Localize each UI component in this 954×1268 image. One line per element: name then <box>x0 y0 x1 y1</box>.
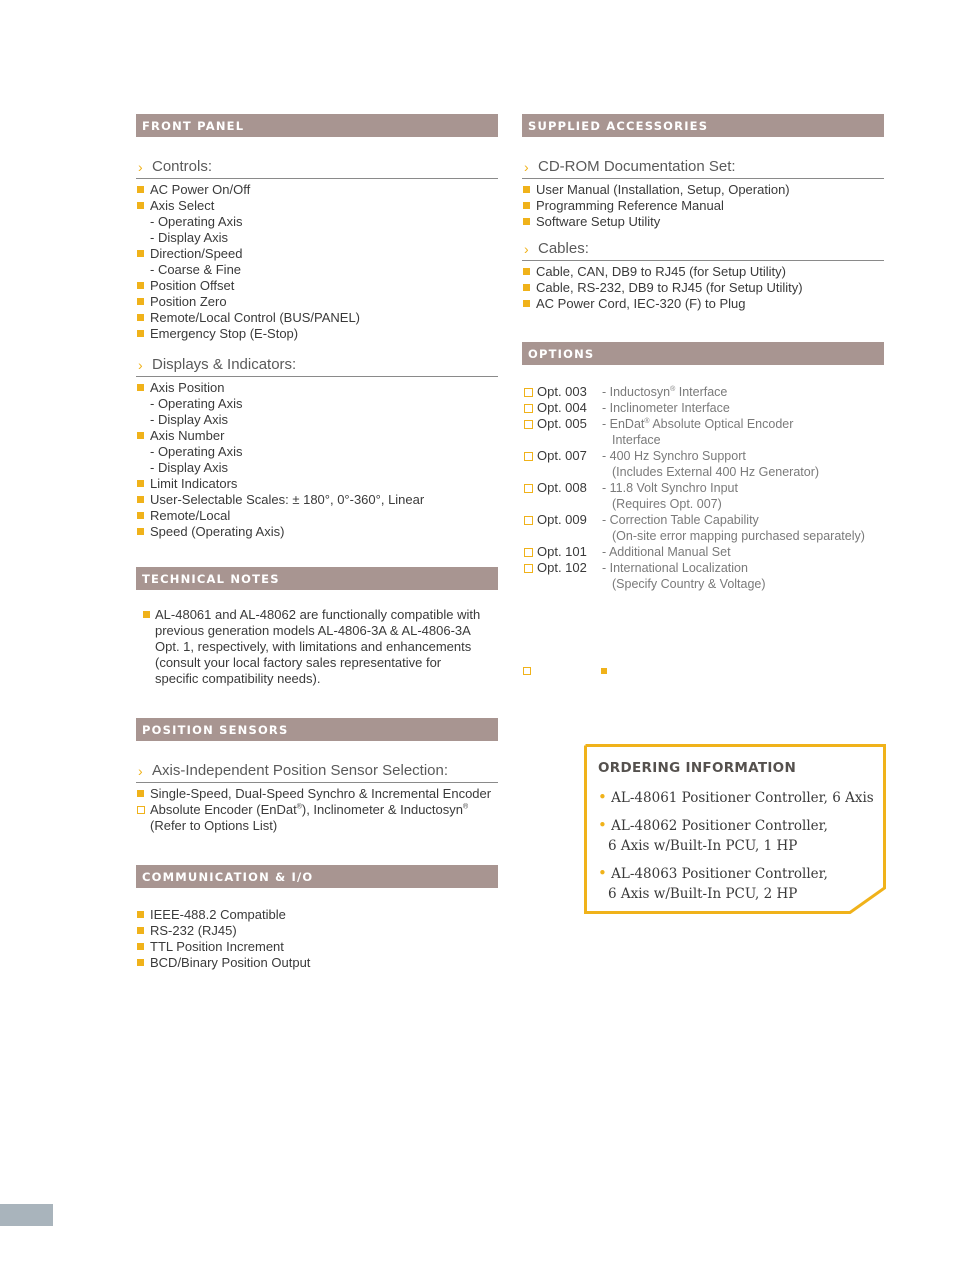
list-item: Axis Position <box>136 380 498 396</box>
chevron-right-icon: › <box>138 357 143 373</box>
list-item: User Manual (Installation, Setup, Operation) <box>522 182 884 198</box>
square-bullet-icon <box>523 186 530 193</box>
option-code: Opt. 005 <box>537 416 587 431</box>
option-row <box>522 400 884 416</box>
list-item: BCD/Binary Position Output <box>136 955 498 971</box>
option-code: Opt. 003 <box>537 384 587 399</box>
list-item: TTL Position Increment <box>136 939 498 955</box>
option-code: Opt. 007 <box>537 448 587 463</box>
open-square-bullet-icon <box>523 667 531 675</box>
square-bullet-icon <box>137 186 144 193</box>
list-item: Cable, RS-232, DB9 to RJ45 (for Setup Utility) <box>522 280 884 296</box>
ordering-item: • AL-48061 Positioner Controller, 6 Axis <box>598 788 874 806</box>
sensor-list <box>136 786 498 834</box>
list-item: Position Zero <box>136 294 498 310</box>
option-code: Opt. 008 <box>537 480 587 495</box>
cables-heading: › Cables: <box>522 240 884 261</box>
chevron-right-icon: › <box>138 159 143 175</box>
ordering-information-box <box>584 744 886 914</box>
option-description-continued: Interface <box>612 433 661 447</box>
option-description: - 11.8 Volt Synchro Input <box>602 481 738 495</box>
square-bullet-icon <box>523 300 530 307</box>
cables-list <box>522 264 884 312</box>
list-item: Cable, CAN, DB9 to RJ45 (for Setup Utility) <box>522 264 884 280</box>
controls-heading: › Controls: <box>136 158 498 179</box>
right-column <box>522 114 884 592</box>
chevron-right-icon: › <box>524 159 529 175</box>
option-description: - Inductosyn® Interface <box>602 385 728 399</box>
cdrom-heading: › CD-ROM Documentation Set: <box>522 158 884 179</box>
option-description: - International Localization <box>602 561 748 575</box>
communication-list <box>136 907 498 971</box>
list-item: Remote/Local Control (BUS/PANEL) <box>136 310 498 326</box>
list-item: Axis Select <box>136 198 498 214</box>
list-item: - Display Axis <box>150 230 229 245</box>
dot-bullet-icon: • <box>598 864 607 882</box>
open-square-bullet-icon <box>524 452 533 461</box>
square-bullet-icon <box>523 202 530 209</box>
list-item: Absolute Encoder (EnDat®), Inclinometer & Inductosyn® <box>136 802 498 818</box>
option-description-continued: (On-site error mapping purchased separately) <box>612 529 865 543</box>
dot-bullet-icon: • <box>598 788 607 806</box>
page-tab <box>0 1204 53 1226</box>
option-code: Opt. 101 <box>537 544 587 559</box>
list-item: IEEE-488.2 Compatible <box>136 907 498 923</box>
chevron-right-icon: › <box>524 241 529 257</box>
list-item: RS-232 (RJ45) <box>136 923 498 939</box>
square-bullet-icon <box>137 432 144 439</box>
option-row <box>522 416 884 432</box>
list-item: - Coarse & Fine <box>150 262 242 277</box>
option-description-continued: (Includes External 400 Hz Generator) <box>612 465 820 479</box>
list-item: Axis Number <box>136 428 498 444</box>
position-sensors-header: POSITION SENSORS <box>136 718 498 741</box>
option-description-continued: (Specify Country & Voltage) <box>612 577 766 591</box>
technical-notes-header: TECHNICAL NOTES <box>136 567 498 590</box>
list-item: - Operating Axis <box>150 444 243 459</box>
controls-list <box>136 182 498 342</box>
square-bullet-icon <box>137 943 144 950</box>
open-square-bullet-icon <box>524 516 533 525</box>
open-square-bullet-icon <box>524 548 533 557</box>
square-bullet-icon <box>137 202 144 209</box>
list-item: User-Selectable Scales: ± 180°, 0°-360°, Linear <box>136 492 498 508</box>
options-list <box>522 384 884 592</box>
open-square-bullet-icon <box>524 564 533 573</box>
square-bullet-icon <box>137 512 144 519</box>
square-bullet-icon <box>137 384 144 391</box>
list-item: - Display Axis <box>150 460 229 475</box>
square-bullet-icon <box>143 611 150 618</box>
option-row <box>522 384 884 400</box>
open-square-bullet-icon <box>137 806 145 814</box>
list-item: Emergency Stop (E-Stop) <box>136 326 498 342</box>
option-description: - Inclinometer Interface <box>602 401 730 415</box>
sensor-heading: › Axis-Independent Position Sensor Selection: <box>136 762 498 783</box>
square-bullet-icon <box>137 480 144 487</box>
list-item: (Refer to Options List) <box>150 818 278 833</box>
option-code: Opt. 102 <box>537 560 587 575</box>
square-bullet-icon <box>523 284 530 291</box>
front-panel-header: FRONT PANEL <box>136 114 498 137</box>
cdrom-list <box>522 182 884 230</box>
displays-list <box>136 380 498 540</box>
option-description: - EnDat® Absolute Optical Encoder <box>602 417 794 431</box>
technical-note: AL-48061 and AL-48062 are functionally compatible with previous generation models AL-4806-3A & AL-4806-3A Opt. 1, respectively, with limitations and enhancements (consult your local factory sales representative for specific compatibility needs). <box>136 607 498 687</box>
square-bullet-icon <box>137 250 144 257</box>
option-row <box>522 448 884 464</box>
list-item: Software Setup Utility <box>522 214 884 230</box>
list-item: Remote/Local <box>136 508 498 524</box>
option-row <box>522 544 884 560</box>
open-square-bullet-icon <box>524 388 533 397</box>
square-bullet-icon <box>601 668 607 674</box>
ordering-title: ORDERING INFORMATION <box>598 760 797 776</box>
option-row <box>522 480 884 496</box>
square-bullet-icon <box>137 314 144 321</box>
open-square-bullet-icon <box>524 484 533 493</box>
square-bullet-icon <box>137 298 144 305</box>
option-description-continued: (Requires Opt. 007) <box>612 497 722 511</box>
option-row <box>522 512 884 528</box>
open-square-bullet-icon <box>524 404 533 413</box>
supplied-accessories-header: SUPPLIED ACCESSORIES <box>522 114 884 137</box>
square-bullet-icon <box>137 790 144 797</box>
square-bullet-icon <box>137 282 144 289</box>
list-item: Position Offset <box>136 278 498 294</box>
chevron-right-icon: › <box>138 763 143 779</box>
square-bullet-icon <box>523 268 530 275</box>
square-bullet-icon <box>137 528 144 535</box>
list-item: - Operating Axis <box>150 396 243 411</box>
dot-bullet-icon: • <box>598 816 607 834</box>
list-item: Limit Indicators <box>136 476 498 492</box>
square-bullet-icon <box>523 218 530 225</box>
option-description: - Correction Table Capability <box>602 513 759 527</box>
open-square-bullet-icon <box>524 420 533 429</box>
list-item: AC Power Cord, IEC-320 (F) to Plug <box>522 296 884 312</box>
displays-heading: › Displays & Indicators: <box>136 356 498 377</box>
list-item: Programming Reference Manual <box>522 198 884 214</box>
ordering-item: • AL-48062 Positioner Controller, 6 Axis w/Built-In PCU, 1 HP <box>598 816 828 854</box>
option-description: - 400 Hz Synchro Support <box>602 449 746 463</box>
left-column <box>136 114 498 971</box>
communication-header: COMMUNICATION & I/O <box>136 865 498 888</box>
options-header: OPTIONS <box>522 342 884 365</box>
option-code: Opt. 009 <box>537 512 587 527</box>
square-bullet-icon <box>137 927 144 934</box>
ordering-item: • AL-48063 Positioner Controller, 6 Axis w/Built-In PCU, 2 HP <box>598 864 828 902</box>
list-item: Direction/Speed <box>136 246 498 262</box>
square-bullet-icon <box>137 496 144 503</box>
list-item: Single-Speed, Dual-Speed Synchro & Incremental Encoder <box>136 786 498 802</box>
list-item: - Display Axis <box>150 412 229 427</box>
option-description: - Additional Manual Set <box>602 545 731 559</box>
square-bullet-icon <box>137 911 144 918</box>
list-item: - Operating Axis <box>150 214 243 229</box>
option-code: Opt. 004 <box>537 400 587 415</box>
list-item: Speed (Operating Axis) <box>136 524 498 540</box>
option-row <box>522 560 884 576</box>
list-item: AC Power On/Off <box>136 182 498 198</box>
square-bullet-icon <box>137 330 144 337</box>
square-bullet-icon <box>137 959 144 966</box>
